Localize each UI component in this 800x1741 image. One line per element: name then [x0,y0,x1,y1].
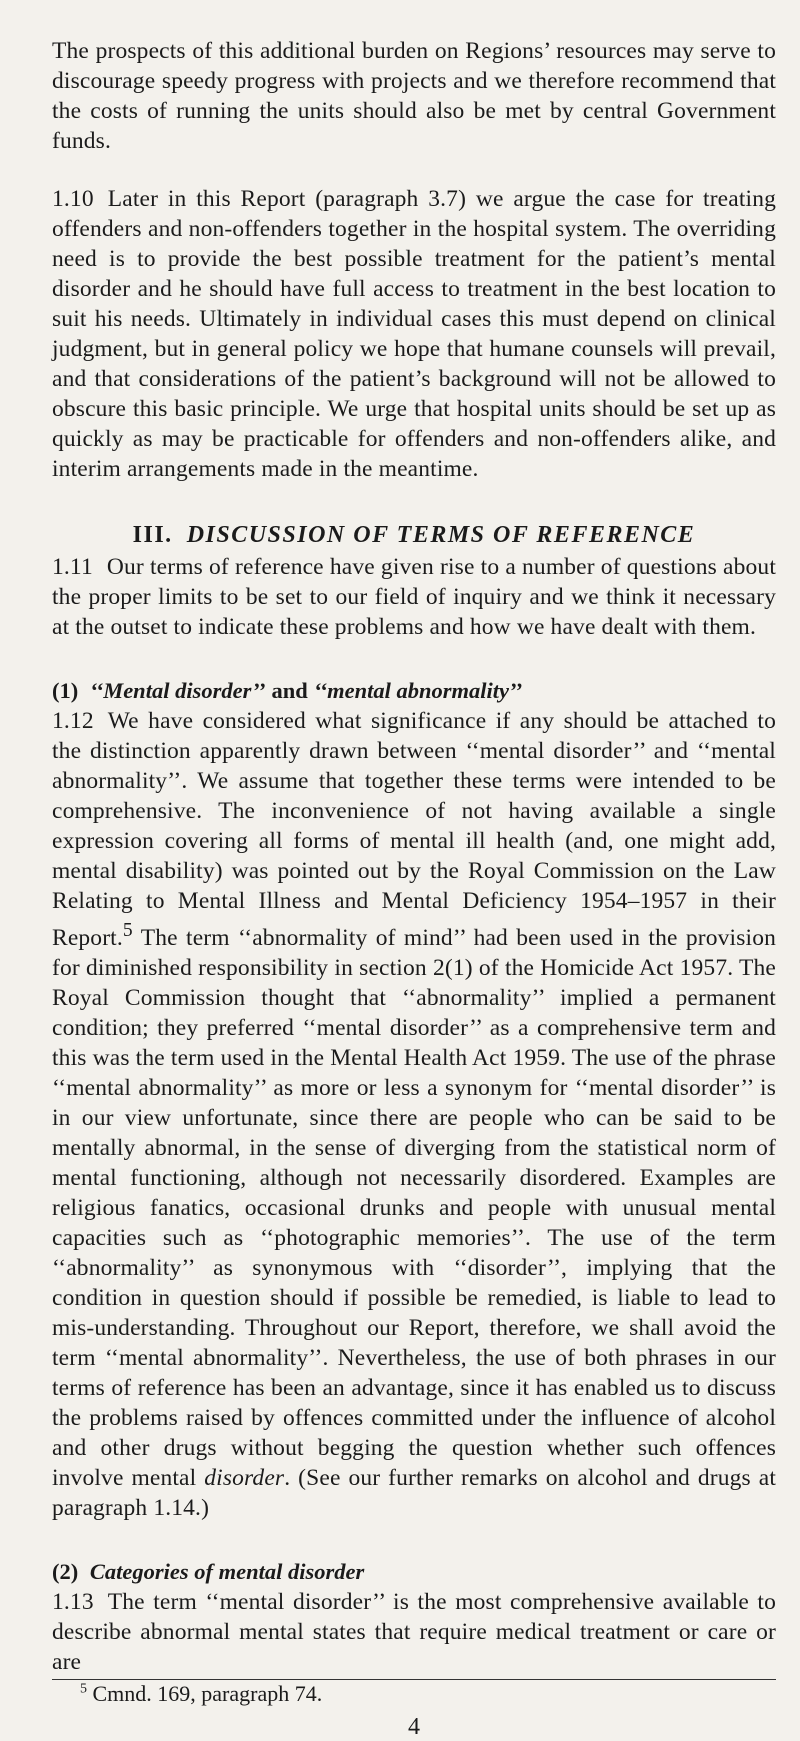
paragraph-intro [52,36,776,156]
paragraph-text: Later in this Report (paragraph 3.7) we argue the case for treating offenders and non-offenders together in the hospital system. The overriding need is to provide the best possible treatment for the patient’s mental disorder and he should have full access to treatment in the best location to suit his needs. Ultimately in individual cases this must depend on clinical judgment, but in general policy we hope that humane counsels will prevail, and that considerations of the patient’s background will not be allowed to obscure this basic principle. We urge that hospital units should be set up as quickly as may be practicable for offenders and non-offenders alike, and interim arrangements made in the meantime. [52,186,776,482]
paragraph-number: 1.11 [52,554,93,580]
paragraph-number: 1.10 [52,186,94,212]
paragraph-intro-text: The prospects of this additional burden on Regions’ resources may serve to discourage speedy progress with projects and we therefore recommend that the costs of running the units should also be met by central Government funds. [52,38,776,154]
subheading-2 [52,1557,776,1587]
footnote-marker: 5 [80,1681,87,1697]
subheading-1 [52,676,776,706]
section-heading [52,520,776,550]
footnote-text: Cmnd. 169, paragraph 74. [87,1680,323,1706]
paragraph-text: The term ‘‘mental disorder’’ is the most comprehensive available to describe abnormal mental states that require medical treatment or care or are [52,1588,776,1675]
footnote-reference[interactable]: 5 [122,920,133,941]
subheading-joiner: and [271,678,308,703]
paragraph-text-c: . (See our further remarks on alcohol and drugs at paragraph 1.14.) [52,1464,777,1521]
paragraph-number: 1.13 [52,1588,94,1615]
section-numeral: III. [132,522,173,548]
subheading-term-b: ‘‘mental abnormality’’ [313,678,523,703]
page-number: 4 [408,1713,420,1740]
paragraph-1-13 [52,1587,776,1677]
paragraph-1-10 [52,184,776,484]
paragraph-1-12 [52,706,776,1523]
subheading-number: (1) [52,678,79,703]
subheading-number: (2) [52,1558,79,1584]
paragraph-1-11 [52,552,776,642]
subheading-term-a: ‘‘Mental disorder’’ [89,678,266,703]
section-title: DISCUSSION OF TERMS OF REFERENCE [186,522,696,548]
paragraph-text-b: The term ‘‘abnormality of mind’’ had been used in the provision for diminished responsibility in section 2(1) of the Homicide Act 1957. The Royal Commission thought that ‘‘abnormality’’ implied a permanent condition; they preferred ‘‘mental disorder’’ as a comprehensive term and this was the term used in the Mental Health Act 1959. The use of the phrase ‘‘mental abnormality’’ as more or less a synonym for ‘‘mental disorder’’ is in our view unfortunate, since there are people who can be said to be mentally abnormal, in the sense of diverging from the statistical norm of mental functioning, although not necessarily disordered. Examples are religious fanatics, occasional drunks and people with unusual mental capacities such as ‘‘photographic memories’’. The use of the term ‘‘abnormality’’ as synonymous with ‘‘disorder’’, implying that the condition in question should if possible be remedied, is liable to lead to mis-understanding. Throughout our Report, therefore, we shall avoid the term ‘‘mental abnormality’’. Nevertheless, the use of both phrases in our terms of reference has been an advantage, since it has enabled us to discuss the problems raised by offences committed under the influence of alcohol and other drugs without begging the question whether such offences involve mental [52,924,776,1491]
paragraph-text: Our terms of reference have given rise to a number of questions about the proper limits to be set to our field of inquiry and we think it necessary at the outset to indicate these problems and how we have dealt with them. [52,554,776,640]
footnote [80,1680,776,1708]
paragraph-text-a: We have considered what significance if any should be attached to the distinction apparently drawn between ‘‘mental disorder’’ and ‘‘mental abnormality’’. We assume that together these terms were intended to be comprehensive. The inconvenience of not having available a single expression covering all forms of mental ill health (and, one might add, mental disability) was pointed out by the Royal Commission on the Law Relating to Mental Illness and Mental Deficiency 1954–1957 in their Report. [52,708,776,951]
emphasis-text: disorder [204,1464,285,1491]
subheading-title: Categories of mental disorder [89,1558,365,1584]
paragraph-number: 1.12 [52,708,94,734]
